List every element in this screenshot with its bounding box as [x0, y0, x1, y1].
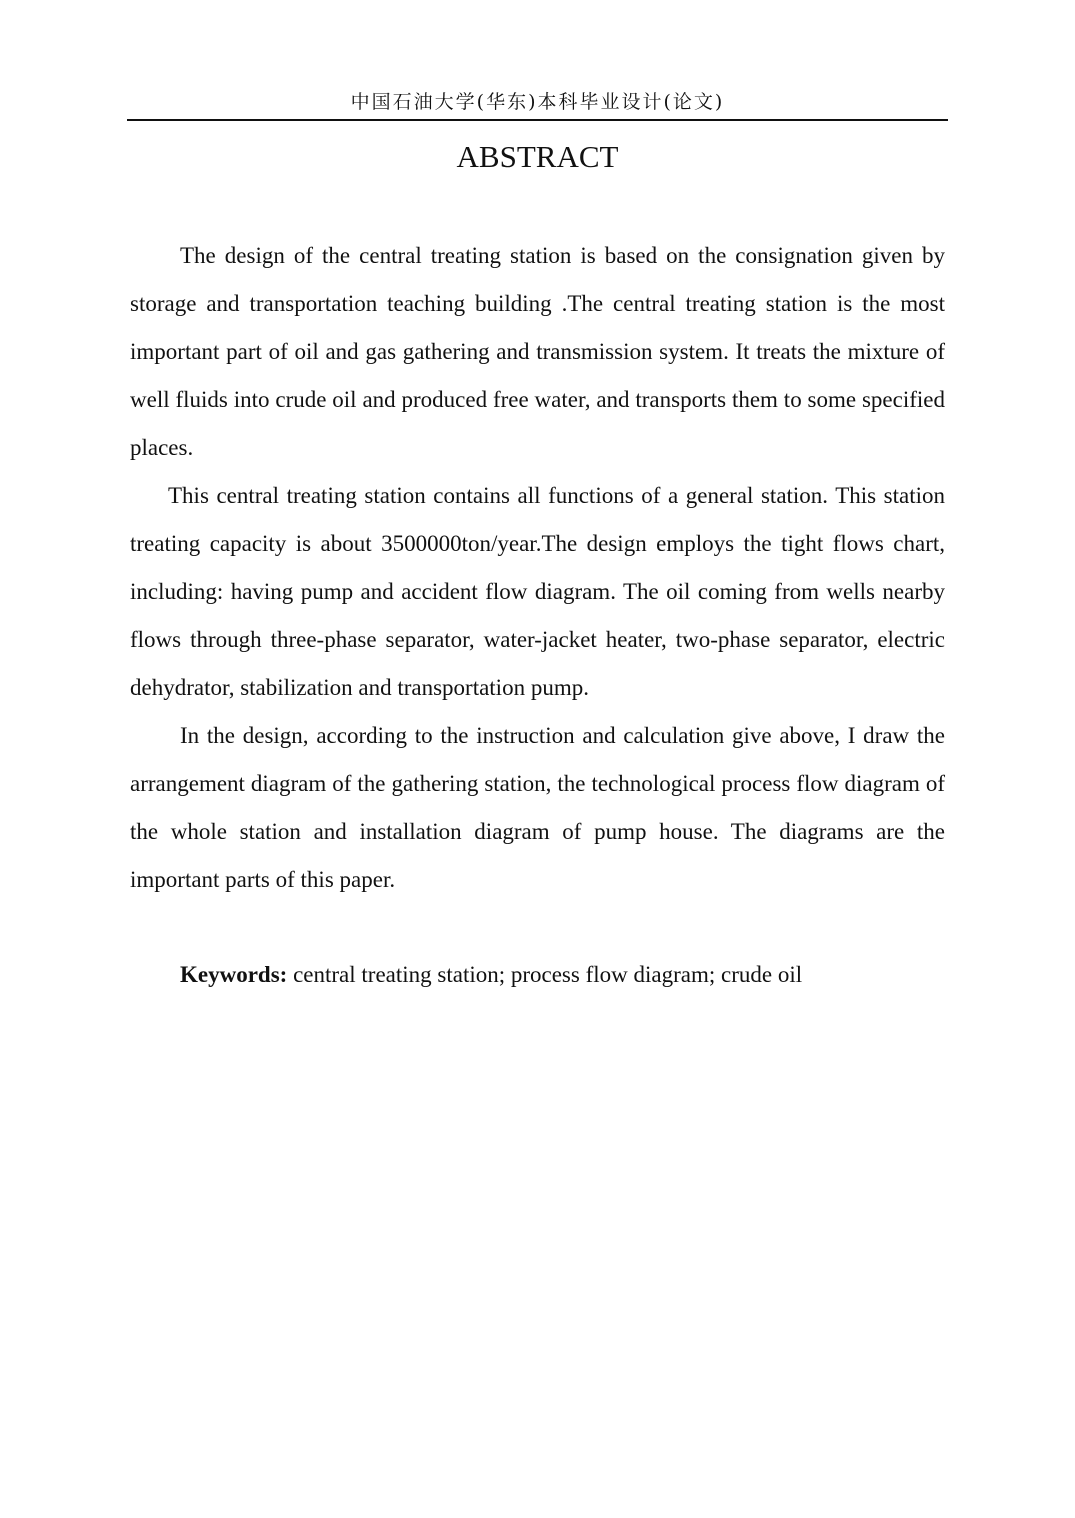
abstract-paragraph-1: The design of the central treating station is based on the consignation given by storage and transportation teaching building .The central treating station is the most important part of oil and gas gathering and transmission system. It treats the mixture of well fluids into crude oil and produced free water, and transports them to some specified places. — [130, 243, 945, 460]
abstract-body — [130, 232, 945, 904]
abstract-paragraph-2: This central treating station contains all functions of a general station. This station treating capacity is about 3500000ton/year.The design employs the tight flows chart, including: having pump and accident flow diagram. The oil coming from wells nearby flows through three-phase separator, water-jacket heater, two-phase separator, electric dehydrator, stabilization and transportation pump. — [130, 483, 945, 700]
keywords-line — [180, 951, 802, 999]
header-rule — [127, 119, 948, 121]
keywords-label: Keywords: — [180, 962, 288, 987]
abstract-title: ABSTRACT — [456, 139, 619, 174]
keywords-value: central treating station; process flow diagram; crude oil — [287, 962, 803, 987]
abstract-paragraph-3: In the design, according to the instruction and calculation give above, I draw the arrangement diagram of the gathering station, the technological process flow diagram of the whole station and installation diagram of pump house. The diagrams are the important parts of this paper. — [130, 723, 945, 892]
running-header: 中国石油大学(华东)本科毕业设计(论文) — [350, 91, 725, 113]
